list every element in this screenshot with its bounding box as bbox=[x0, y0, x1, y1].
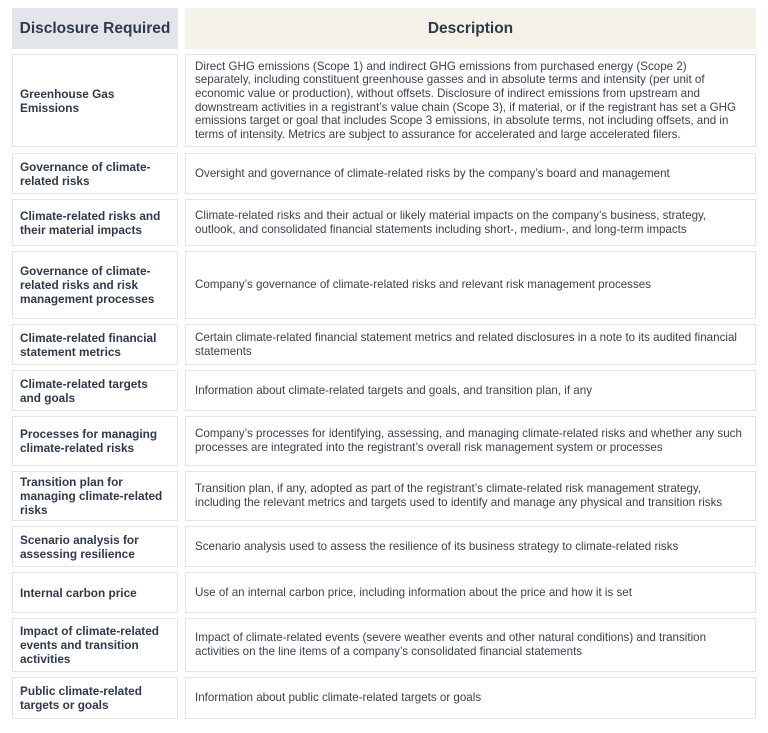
header-description: Description bbox=[185, 8, 756, 49]
description-cell: Information about public climate-related targets or goals bbox=[185, 677, 756, 719]
description-cell: Company’s processes for identifying, assessing, and managing climate-related risks and whether any such processes are integrated into the registrant’s overall risk management system or processes bbox=[185, 416, 756, 466]
table-row bbox=[12, 324, 756, 365]
disclosure-cell: Impact of climate-related events and transition activities bbox=[12, 618, 178, 672]
description-cell: Information about climate-related targets and goals, and transition plan, if any bbox=[185, 370, 756, 411]
description-cell: Direct GHG emissions (Scope 1) and indirect GHG emissions from purchased energy (Scope 2) separately, including constituent greenhouse gasses and in absolute terms and intensity (per unit of economic value or production), without offsets. Disclosure of indirect emissions from upstream and downstream activities in a registrant’s value chain (Scope 3), if material, or if the registrant has set a GHG emissions target or goal that includes Scope 3 emissions, in absolute terms, not including offsets, and in terms of intensity. Metrics are subject to assurance for accelerated and large accelerated filers. bbox=[185, 54, 756, 147]
disclosure-cell: Transition plan for managing climate-related risks bbox=[12, 471, 178, 521]
table-row bbox=[12, 618, 756, 672]
description-cell: Scenario analysis used to assess the resilience of its business strategy to climate-related risks bbox=[185, 526, 756, 567]
table-row bbox=[12, 677, 756, 719]
table-row bbox=[12, 526, 756, 567]
table-row bbox=[12, 572, 756, 613]
disclosure-cell: Governance of climate-related risks and risk management processes bbox=[12, 251, 178, 319]
disclosure-cell: Internal carbon price bbox=[12, 572, 178, 613]
table-row bbox=[12, 416, 756, 466]
table-row bbox=[12, 54, 756, 147]
description-cell: Oversight and governance of climate-related risks by the company’s board and management bbox=[185, 153, 756, 194]
disclosure-cell: Public climate-related targets or goals bbox=[12, 677, 178, 719]
table-row bbox=[12, 251, 756, 319]
disclosure-cell: Climate-related targets and goals bbox=[12, 370, 178, 411]
disclosure-cell: Greenhouse Gas Emissions bbox=[12, 54, 178, 147]
description-cell: Climate-related risks and their actual or likely material impacts on the company’s business, strategy, outlook, and consolidated financial statements including short-, medium-, and long-term impacts bbox=[185, 199, 756, 246]
description-cell: Company’s governance of climate-related risks and relevant risk management processes bbox=[185, 251, 756, 319]
disclosure-cell: Climate-related risks and their material impacts bbox=[12, 199, 178, 246]
table-row bbox=[12, 153, 756, 194]
description-cell: Transition plan, if any, adopted as part of the registrant’s climate-related risk management strategy, including the relevant metrics and targets used to identify and manage any physical and transition risks bbox=[185, 471, 756, 521]
description-cell: Certain climate-related financial statement metrics and related disclosures in a note to its audited financial statements bbox=[185, 324, 756, 365]
disclosure-cell: Governance of climate-related risks bbox=[12, 153, 178, 194]
disclosure-cell: Scenario analysis for assessing resilience bbox=[12, 526, 178, 567]
description-cell: Use of an internal carbon price, including information about the price and how it is set bbox=[185, 572, 756, 613]
table-row bbox=[12, 199, 756, 246]
table-row bbox=[12, 370, 756, 411]
disclosure-cell: Climate-related financial statement metrics bbox=[12, 324, 178, 365]
header-disclosure-required: Disclosure Required bbox=[12, 8, 178, 49]
description-cell: Impact of climate-related events (severe weather events and other natural conditions) and transition activities on the line items of a company’s consolidated financial statements bbox=[185, 618, 756, 672]
table-row bbox=[12, 471, 756, 521]
disclosure-cell: Processes for managing climate-related risks bbox=[12, 416, 178, 466]
header-row bbox=[12, 8, 756, 49]
